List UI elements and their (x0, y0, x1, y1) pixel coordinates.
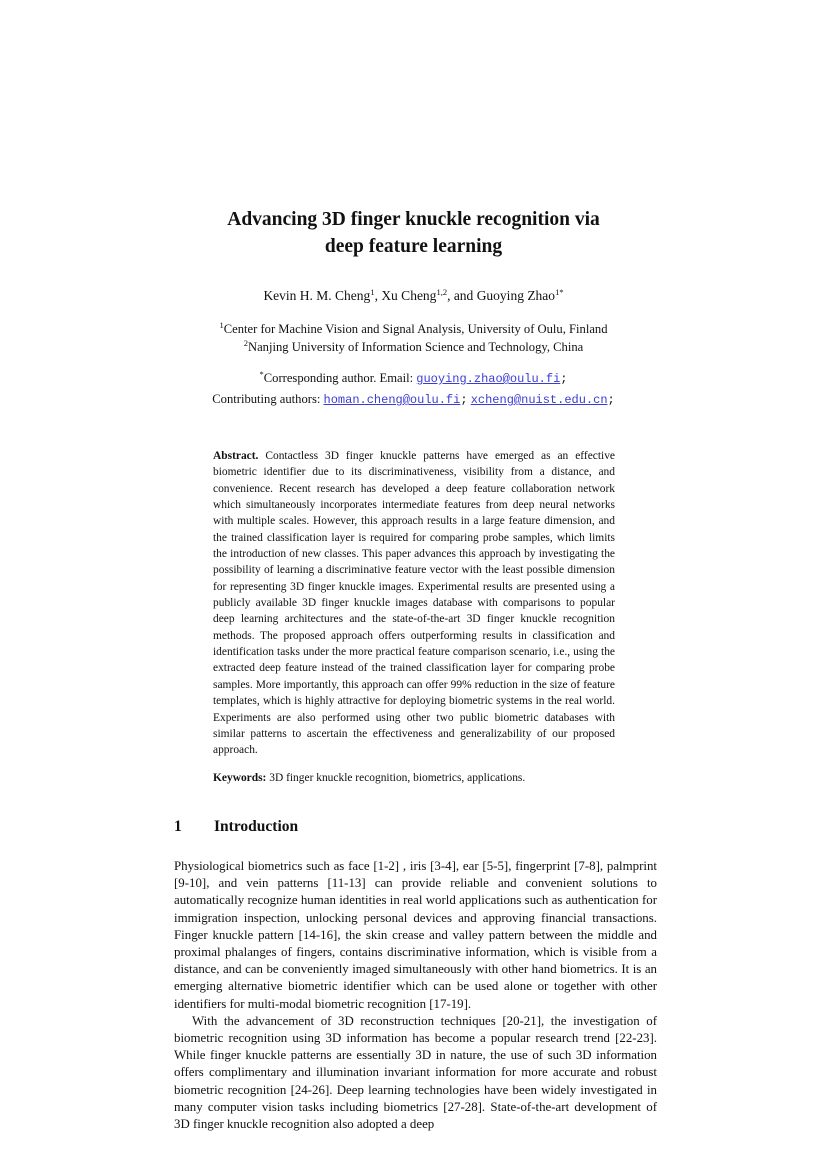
author-name: Guoying Zhao (476, 288, 556, 303)
affiliation-text: Nanjing University of Information Science and Technology, China (248, 340, 584, 354)
author-name: Xu Cheng (381, 288, 437, 303)
author-separator: , (374, 288, 382, 303)
section-number: 1 (174, 818, 182, 835)
affiliations (0, 320, 827, 356)
section-heading (174, 817, 298, 837)
keywords (213, 770, 615, 786)
keywords-text: 3D finger knuckle recognition, biometrics, applications. (269, 772, 526, 784)
author-list (0, 287, 827, 305)
section-title: Introduction (214, 818, 299, 835)
abstract (213, 448, 615, 759)
author-separator: , and (447, 288, 477, 303)
affiliation-line (0, 338, 827, 356)
paper-title (0, 206, 827, 260)
body-paragraph: With the advancement of 3D reconstruction techniques [20-21], the investigation of biometric recognition using 3D information has become a popular research trend [22-23]. While finger knuckle patterns are essentially 3D in nature, the use of such 3D information offers complimentary and illumination invariant information for more accurate and robust biometric recognition [24-26]. Deep learning technologies have been widely investigated in many computer vision tasks including biometrics [27-28]. State-of-the-art development of 3D finger knuckle recognition also adopted a deep (174, 1013, 657, 1132)
abstract-label: Abstract. (213, 450, 259, 462)
corresponding-mark: * (259, 369, 264, 379)
body-paragraph: Physiological biometrics such as face [1-2] , iris [3-4], ear [5-5], fingerprint [7-8], palmprint [9-10], and vein patterns [11-13] can provide reliable and convenient solutions to automatically recognize human identities in real world applications such as authentication for immigration inspection, unlocking personal devices and approving financial transactions. Finger knuckle pattern [14-16], the skin crease and valley pattern between the middle and proximal phalanges of fingers, contains discriminative information, which is visible from a distance, and can be conveniently imaged simultaneously with other hand biometrics. It is an emerging alternative biometric identifier which can be used alone or together with other identifiers for multi-modal biometric recognition [17-19]. (174, 859, 657, 1011)
title-line-1: Advancing 3D finger knuckle recognition via (227, 209, 600, 230)
author-name: Kevin H. M. Cheng (263, 288, 371, 303)
contributing-authors-line (0, 389, 827, 410)
email-separator: ; (607, 393, 615, 407)
title-line-2: deep feature learning (324, 236, 503, 257)
author-affiliation-mark: 1* (555, 287, 564, 297)
author-affiliation-mark: 1 (370, 287, 375, 297)
keywords-label: Keywords: (213, 772, 267, 784)
email-separator: ; (460, 393, 468, 407)
corresponding-label: Corresponding author. Email: (263, 371, 417, 385)
affiliation-text: Center for Machine Vision and Signal Analysis, University of Oulu, Finland (223, 322, 608, 336)
affiliation-line (0, 320, 827, 338)
body-text (174, 858, 657, 1133)
contributing-label: Contributing authors: (212, 392, 324, 406)
contact-info (0, 368, 827, 410)
author-affiliation-mark: 1,2 (436, 287, 448, 297)
contributing-email-link-1[interactable]: homan.cheng@oulu.fi (323, 393, 461, 407)
abstract-paragraph (213, 448, 615, 759)
affiliation-mark: 2 (243, 338, 248, 348)
corresponding-email-link[interactable]: guoying.zhao@oulu.fi (416, 372, 561, 386)
abstract-text: Contactless 3D finger knuckle patterns have emerged as an effective biometric identifier due to its discriminativeness, visibility from a distance, and convenience. Recent research has developed a deep feature collaboration network which simultaneously incorporates intermediate features from deep neural networks with multiple scales. However, this approach results in a large feature dimension, and the trained classification layer is required for comparing probe samples, which limits the introduction of new classes. This paper advances this approach by investigating the possibility of learning a discriminative feature vector with the least possible dimension for representing 3D finger knuckle images. Experimental results are presented using a publicly available 3D finger knuckle images database with comparisons to popular deep learning architectures and the state-of-the-art 3D finger knuckle recognition methods. The proposed approach offers outperforming results in classification and identification tasks under the more practical feature comparison scenario, i.e., using the extracted deep feature instead of the trained classification layer for comparing probe samples. More importantly, this approach can offer 99% reduction in the size of feature templates, which is highly attractive for deploying biometric systems in the real world. Experiments are also performed using other two public biometric databases with similar patterns to ascertain the effectiveness and generalizability of our proposed approach. (213, 450, 615, 757)
contributing-email-link-2[interactable]: xcheng@nuist.edu.cn (470, 393, 608, 407)
affiliation-mark: 1 (219, 320, 224, 330)
email-separator: ; (560, 372, 568, 386)
corresponding-author-line (0, 368, 827, 389)
